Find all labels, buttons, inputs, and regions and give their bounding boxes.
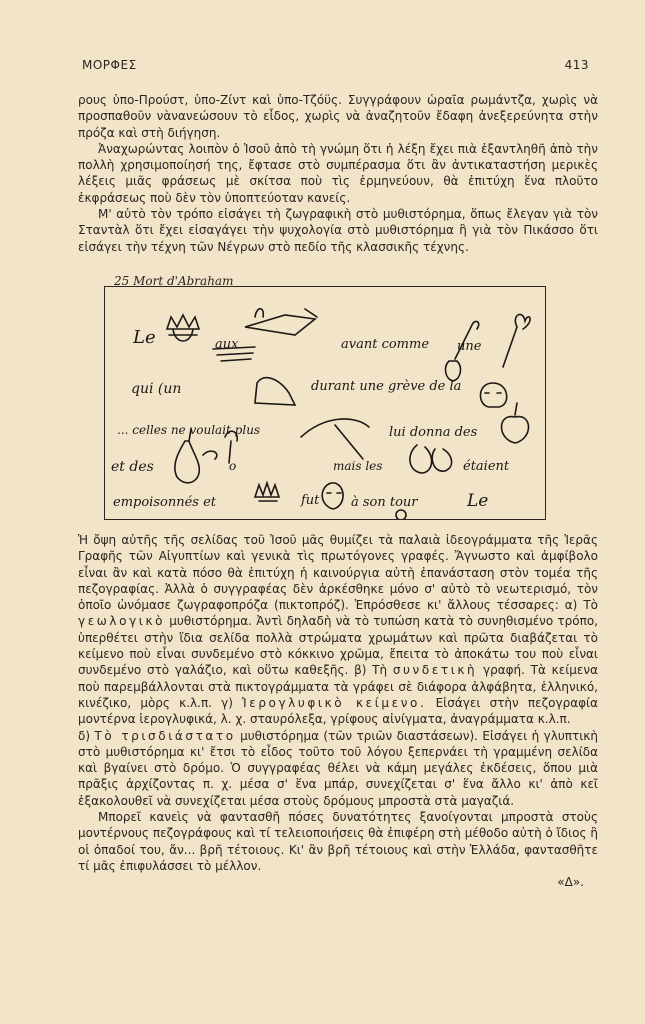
apple-sketch bbox=[502, 403, 529, 443]
drawing-word: fut bbox=[301, 493, 320, 508]
shoe-sketch bbox=[255, 378, 295, 405]
boat-sketch bbox=[245, 309, 317, 335]
text-run: Εἰσάγει στὴν πεζογραφία μοντέρνα ἱερογλυφικά, λ. χ. σταυρόλεξα, γρίφους αἰνίγματα, ἀναγράμματα κ.λ.π. bbox=[78, 695, 598, 727]
spaced-term: γεωλογικὸ bbox=[78, 614, 166, 629]
drawing-word: avant comme bbox=[341, 337, 430, 352]
drawing-word: mais les bbox=[333, 459, 383, 473]
drawing-word: durant une grève de la bbox=[311, 379, 462, 394]
mask-sketch bbox=[322, 483, 343, 509]
drawing-word: Le bbox=[133, 327, 156, 348]
spaced-term: Ἱερογλυφικὸ κείμενο. bbox=[242, 695, 427, 710]
text-run: γραφή. Τὰ κείμενα ποὺ παρεμβάλλονται στὰ πικτογράμματα τὰ γράφει σὲ διάφορα ἀλφάβητα, ἑλληνικό, κινέζικο, μὸρς κ.λ.π. γ) bbox=[78, 663, 598, 710]
paragraph: Μπορεῖ κανεὶς νὰ φαντασθῆ πόσες δυνατότητες ξανοίγονται μπροστὰ στοὺς μοντέρνους πεζογράφους καὶ τί τελειοποιήσεις θὰ ἐπιφέρη στὴ μέθοδο αὐτὴ ὁ ἴδιος ἢ οἱ ὀπαδοί του, ἄν... βρῆ τέτοιους. Κι' ἂν βρῆ τέτοιους καὶ στὴν Ἑλλάδα, φαντασθῆτε τί μᾶς ἐπιφυλάσσει τὸ μέλλον. bbox=[78, 810, 598, 873]
drawing-word: à son tour bbox=[351, 495, 418, 510]
skull-sketch bbox=[480, 383, 506, 407]
drawing-word: et des bbox=[111, 459, 154, 475]
spaced-term: Τὸ τρισδιάστατο bbox=[94, 728, 236, 743]
small-crown-sketch bbox=[255, 483, 279, 501]
drawing-word: une bbox=[457, 339, 482, 354]
spaced-term: συνδετικὴ bbox=[392, 663, 478, 678]
drawing-word: ... celles ne voulait plus bbox=[117, 423, 261, 437]
crown-sketch bbox=[167, 315, 199, 341]
paragraph: ρους ὑπο-Προύστ, ὑπο-Ζίντ καὶ ὑπο-Τζόϋς. Συγγράφουν ὡραῖα ρωμάντζα, χωρὶς νὰ προσπαθοῦν νὰνανεώσουν τὸ εἶδος, χωρὶς νὰ ἀναζητοῦν ἔδαφη ἀνεξερεύνητα στὴν πρόζα καὶ στὴ διήγηση. bbox=[78, 93, 598, 140]
page-number: 413 bbox=[564, 58, 589, 72]
drawing-word: étaient bbox=[463, 459, 510, 474]
paragraph bbox=[78, 532, 598, 728]
text-run: Ἡ ὄψη αὐτῆς τῆς σελίδας τοῦ Ἰσοῦ μᾶς θυμίζει τὰ παλαιὰ ἰδεογράμματα τῆς Ἱερᾶς Γραφῆς τῶν Αἰγυπτίων καὶ γενικὰ τὶς πρωτόγονες γραφές. Ἄγνωστο καὶ ἀμφίβολο εἶναι ἂν καὶ κατὰ πόσο θὰ ἐπιτύχη ἡ καινούργια αὐτὴ ἐπανάσταση στὸν τομέα τῆς πεζογραφίας. Ἀλλὰ ὁ συγγραφέας δὲν ἀρκέσθηκε μόνο σ' αὐτὸ τὸ νεωτερισμό, τὸν ὁποῖο ὠνόμασε ζωγραφοπρόζα (πικτοπρόζ). Ἐπρόσθεσε κι' ἄλλους τέσσαρες: α) Τὸ bbox=[78, 533, 598, 613]
signature: «Δ». bbox=[557, 875, 584, 890]
drawing-word: empoisonnés et bbox=[113, 495, 216, 510]
paragraph bbox=[78, 728, 598, 809]
drawing-word: o bbox=[229, 459, 237, 473]
bottom-text bbox=[78, 532, 598, 891]
blade-sketch bbox=[301, 419, 369, 459]
paragraph: Μ' αὐτὸ τὸν τρόπο εἰσάγει τὴ ζωγραφικὴ στὸ μυθιστόρημα, ὅπως ἔλεγαν γιὰ τὸν Σταντὰλ ὅτι ἔχει εἰσαγάγει τὴν ψυχολογία στὸ μυθιστόρημα ἢ γιὰ τὸν Πικάσσο ὅτι εἰσάγει τὴν τέχνη τῶν Νέγρων στὸ πεδίο τῆς κλασσικῆς τέχνης. bbox=[78, 207, 598, 254]
circle-sketch bbox=[396, 510, 406, 519]
drawing-word: aux bbox=[215, 337, 239, 352]
bird-sketch bbox=[203, 451, 217, 459]
running-title: ΜΟΡΦΕΣ bbox=[82, 58, 137, 72]
pears-pair-sketch bbox=[410, 445, 452, 473]
pictoprose-drawing bbox=[104, 286, 546, 520]
bottle-sketch bbox=[446, 361, 461, 381]
drawing-caption: 25 Mort d'Abraham bbox=[114, 274, 234, 288]
text-run: δ) bbox=[78, 728, 91, 743]
torch-sketch bbox=[503, 314, 530, 367]
drawing-word: lui donna des bbox=[389, 425, 478, 440]
text-run: μυθιστόρημα (τῶν τριῶν διαστάσεων). Εἰσάγει ἡ γλυπτικὴ στὸ μυθιστόρημα κι' ἔτσι τὸ εἶδος τοῦτο τοῦ λόγου ξεπερνάει τὴ γραμμένη σελίδα καὶ βγαίνει στὸ δρόμο. Ὁ συγγραφέας θέλει νὰ κάμη μεγάλες ἐκδέσεις, ὅπου μιὰ πρᾶξις ἀρχίζοντας π. χ. μέσα σ' ἕνα μπάρ, συνεχίζεται σ' ἕνα ἄλλο κι' ἀπὸ κεῖ ἐξακολουθεῖ νὰ συνεχίζεται μέσα στοὺς δρόμους μπροστὰ στὰ μαγαζιά. bbox=[78, 728, 598, 808]
text-run: μυθιστόρημα. Ἀντὶ δηλαδὴ νὰ τὸ τυπώση κατὰ τὸ συνηθισμένο τρόπο, ὑπερθέτει στὴν ἴδια σελίδα πολλὰ στρώματα χρωμάτων καὶ πρῶτα διαβάζεται τὸ κείμενο ποὺ εἶναι συνδεμένο στὸ κόκκινο χρῶμα, ἔπειτα τὸ ἀποκάτω του ποὺ εἶναι συνδεμένο στὸ γαλάζιο, καὶ οὕτω καθεξῆς. β) Τὴ bbox=[78, 614, 598, 678]
pear-sketch bbox=[175, 429, 199, 483]
drawing-word: qui (un bbox=[131, 381, 182, 397]
paragraph: Ἀναχωρώντας λοιπὸν ὁ Ἰσοῦ ἀπὸ τὴ γνώμη ὅτι ἡ λέξη ἔχει πιὰ ἐξαντληθῆ ἀπὸ τὴν πολλὴ χρησιμοποίησή της, ἔφτασε στὸ συμπέρασμα ὅτι ἂν ἀντικαταστήση μερικὲς λέξεις μιᾶς φράσεως μὲ σκίτσα ποὺ τὶς ἑρμηνεύουν, θὰ ἐπιτύχη ἕνα πλοῦτο ἐκφράσεως ποὺ δὲν τὸν ὑποπτεύοταν κανείς. bbox=[78, 141, 598, 205]
sketch-illustrations bbox=[105, 287, 545, 519]
top-text bbox=[78, 92, 598, 255]
drawing-word: Le bbox=[467, 491, 489, 511]
